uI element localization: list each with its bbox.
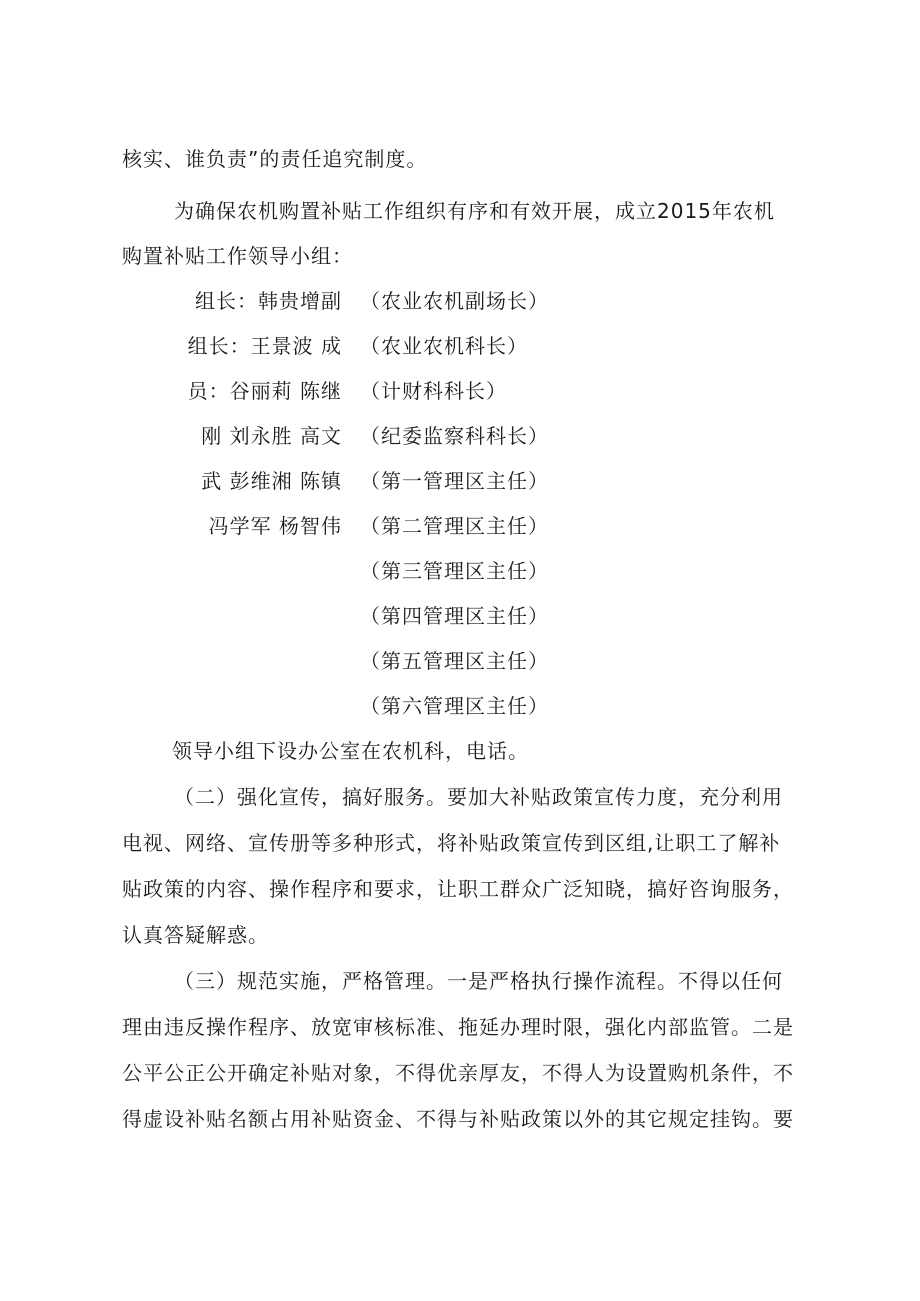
- paragraph-line: 认真答疑解惑。: [122, 923, 269, 947]
- roster-name: 冯学军 杨智伟: [208, 514, 342, 538]
- roster-role: （第五管理区主任）: [360, 649, 549, 673]
- paragraph-line: 贴政策的内容、操作程序和要求，让职工群众广泛知晓，搞好咨询服务，: [122, 877, 794, 901]
- roster-role: （第四管理区主任）: [360, 604, 549, 628]
- roster-name: 组长：韩贵增副: [195, 289, 342, 313]
- roster-role: （纪委监察科科长）: [360, 424, 549, 448]
- roster-name: 组长：王景波 成: [187, 334, 342, 358]
- roster-role: （第二管理区主任）: [360, 514, 549, 538]
- paragraph-line: 理由违反操作程序、放宽审核标准、拖延办理时限，强化内部监管。二是: [122, 1015, 794, 1039]
- office-line: 领导小组下设办公室在农机科，电话。: [172, 739, 529, 763]
- roster-name: 员：谷丽莉 陈继: [187, 379, 342, 403]
- paragraph-line: 购置补贴工作领导小组：: [122, 244, 353, 268]
- roster-role: （农业农机科长）: [360, 334, 528, 358]
- roster-role: （第六管理区主任）: [360, 694, 549, 718]
- roster-name: 武 彭维湘 陈镇: [201, 469, 342, 493]
- paragraph-line: 电视、网络、宣传册等多种形式，将补贴政策宣传到区组,让职工了解补: [122, 831, 781, 855]
- roster-role: （第一管理区主任）: [360, 469, 549, 493]
- paragraph-line: 得虚设补贴名额占用补贴资金、不得与补贴政策以外的其它规定挂钩。要: [122, 1107, 794, 1131]
- roster-role: （第三管理区主任）: [360, 559, 549, 583]
- roster-role: （农业农机副场长）: [360, 289, 549, 313]
- roster-role: （计财科科长）: [360, 379, 507, 403]
- paragraph-line: 公平公正公开确定补贴对象，不得优亲厚友，不得人为设置购机条件，不: [122, 1061, 794, 1085]
- paragraph-line: （二）强化宣传，搞好服务。要加大补贴政策宣传力度，充分利用: [174, 785, 783, 809]
- roster-name: 刚 刘永胜 高文: [201, 424, 342, 448]
- paragraph-line: （三）规范实施，严格管理。一是严格执行操作流程。不得以任何: [174, 969, 783, 993]
- paragraph-line: 核实、谁负责”的责任追究制度。: [122, 147, 428, 171]
- paragraph-line: 为确保农机购置补贴工作组织有序和有效开展，成立2015年农机: [174, 199, 775, 223]
